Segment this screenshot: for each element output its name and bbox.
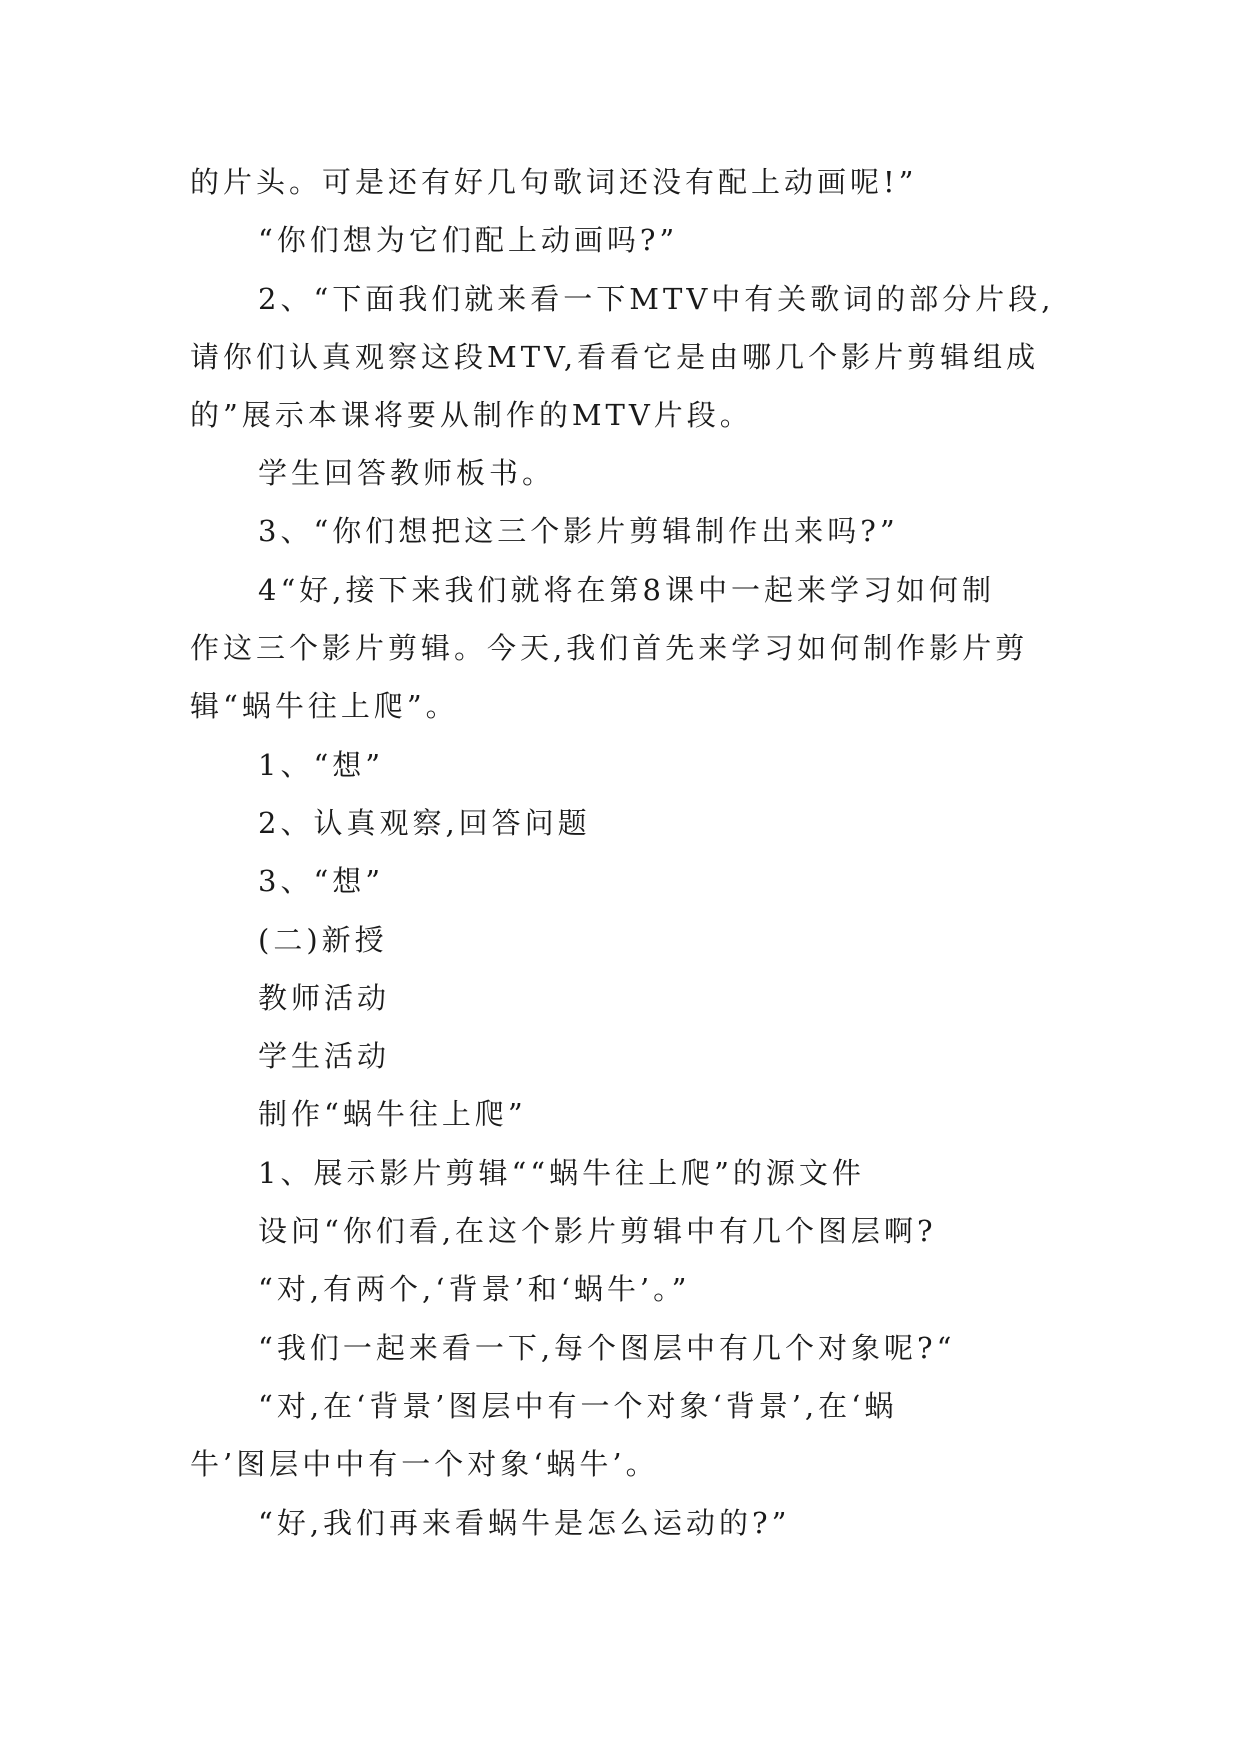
text-line: 的”展示本课将要从制作的MTV片段。 <box>190 398 753 432</box>
text-line: “我们一起来看一下,每个图层中有几个对象呢?“ <box>258 1331 956 1365</box>
text-line: 作这三个影片剪辑。今天,我们首先来学习如何制作影片剪 <box>190 631 1029 665</box>
text-line: “对,有两个,‘背景’和‘蜗牛’。” <box>258 1272 691 1306</box>
section-heading: (二)新授 <box>258 923 388 957</box>
text-line: 3、“想” <box>258 864 385 898</box>
text-line: 1、展示影片剪辑““蜗牛往上爬”的源文件 <box>258 1156 865 1190</box>
text-line: 制作“蜗牛往上爬” <box>258 1097 527 1131</box>
text-line: 设问“你们看,在这个影片剪辑中有几个图层啊? <box>258 1214 937 1248</box>
text-line: 2、“下面我们就来看一下MTV中有关歌词的部分片段, <box>258 282 1055 316</box>
text-line: 学生活动 <box>258 1039 391 1073</box>
text-line: 请你们认真观察这段MTV,看看它是由哪几个影片剪辑组成 <box>190 340 1040 374</box>
text-line: 辑“蜗牛往上爬”。 <box>190 689 459 723</box>
text-line: 学生回答教师板书。 <box>258 456 556 490</box>
text-line: 教师活动 <box>258 981 391 1015</box>
text-line: “好,我们再来看蜗牛是怎么运动的?” <box>258 1506 791 1540</box>
text-line: 3、“你们想把这三个影片剪辑制作出来吗?” <box>258 514 899 548</box>
text-line: 的片头。可是还有好几句歌词还没有配上动画呢!” <box>190 165 918 199</box>
text-line: 牛’图层中中有一个对象‘蜗牛’。 <box>190 1447 659 1481</box>
text-line: “你们想为它们配上动画吗?” <box>258 223 679 257</box>
text-line: 1、“想” <box>258 748 385 782</box>
text-line: “对,在‘背景’图层中有一个对象‘背景’,在‘蜗 <box>258 1389 898 1423</box>
text-line: 4“好,接下来我们就将在第8课中一起来学习如何制 <box>258 573 995 607</box>
text-line: 2、认真观察,回答问题 <box>258 806 591 840</box>
